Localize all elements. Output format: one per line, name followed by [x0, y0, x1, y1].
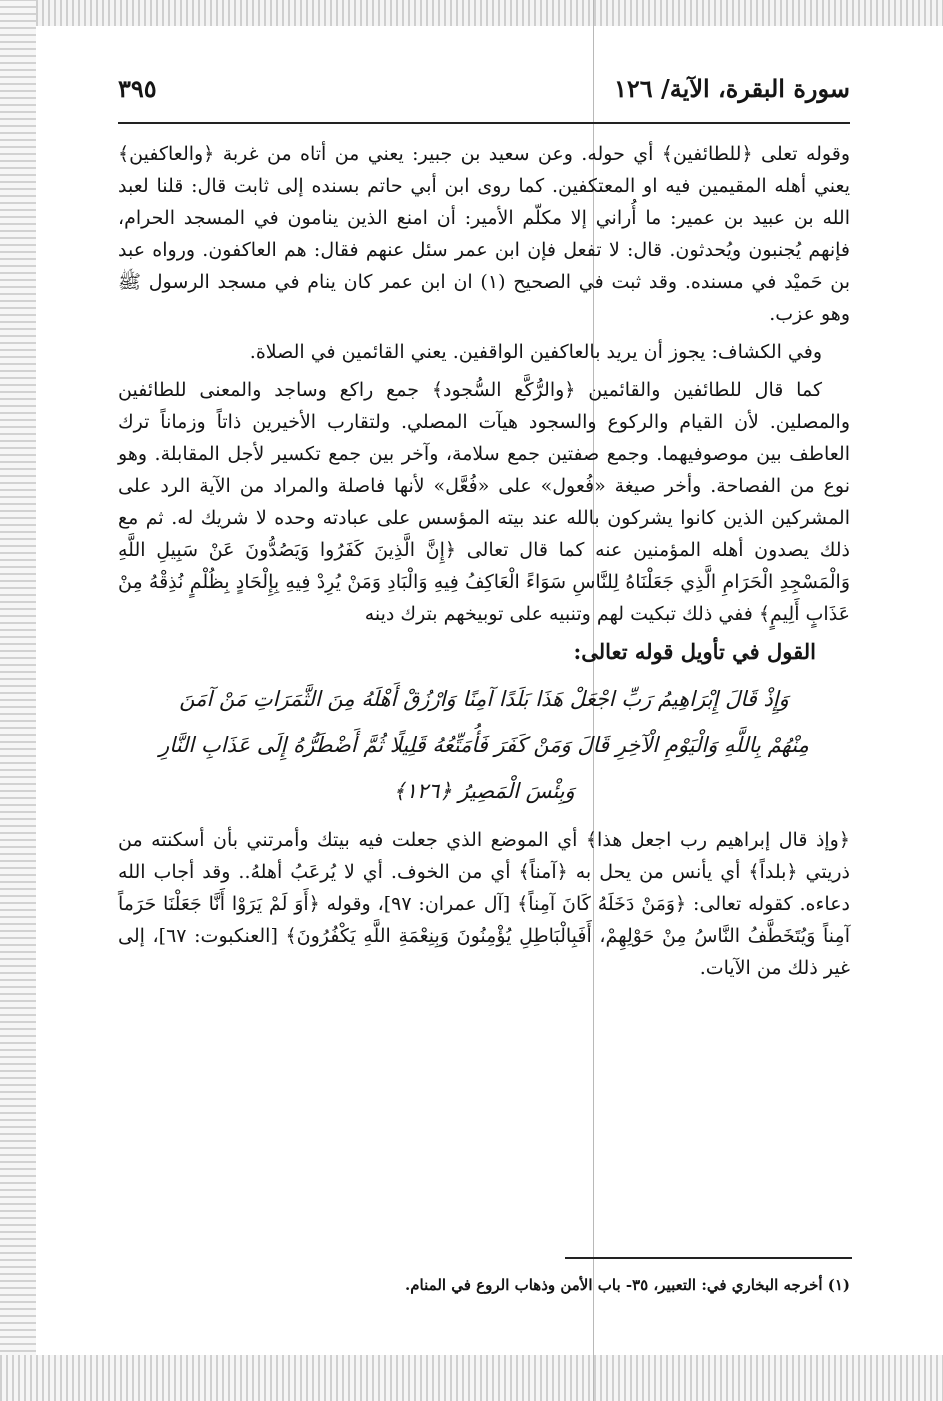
- footnote-rule: [565, 1257, 852, 1259]
- footnote: (١) أخرجه البخاري في: التعبير، ٣٥- باب الأمن وذهاب الروع في المنام.: [405, 1276, 850, 1294]
- quran-verse: وَإِذْ قَالَ إِبْرَاهِيمُ رَبِّ اجْعَلْ هَذَا بَلَدًا آمِنًا وَارْزُقْ أَهْلَهُ مِنَ الثَّمَرَاتِ مَنْ آمَنَ مِنْهُمْ بِاللَّهِ وَالْيَوْمِ الْآخِرِ قَالَ وَمَنْ كَفَرَ فَأُمَتِّعُهُ قَلِيلًا ثُمَّ أَضْطَرُّهُ إِلَى عَذَابِ النَّارِ وَبِئْسَ الْمَصِيرُ ﴿١٢٦﴾: [159, 687, 809, 803]
- page-number: ٣٩٥: [118, 74, 157, 103]
- paragraph-tafsir: ﴿وإذ قال إبراهيم رب اجعل هذا﴾ أي الموضع الذي جعلت فيه بيتك وأمرتني بأن أسكنته من ذريتي ﴿بلداً﴾ أي يأنس من يحل به ﴿آمناً﴾ أي من الخوف. أي لا يُرعَبُ أهلهُ.. وقد أجاب الله دعاءه. كقوله تعالى: ﴿وَمَنْ دَخَلَهُ كَانَ آمِناً﴾ [آل عمران: ٩٧]، وقوله ﴿أَوَ لَمْ يَرَوْا أَنَّا جَعَلْنَا حَرَماً آمِناً وَيُتَخَطَّفُ النَّاسُ مِنْ حَوْلِهِمْ، أَفَبِالْبَاطِلِ يُؤْمِنُونَ وَبِنِعْمَةِ اللَّهِ يَكْفُرُونَ﴾ [العنكبوت: ٦٧]، إلى غير ذلك من الآيات.: [118, 829, 850, 979]
- paragraph-kashshaf: وفي الكشاف: يجوز أن يريد بالعاكفين الواقفين. يعني القائمين في الصلاة.: [249, 341, 822, 363]
- paragraph-rukka: كما قال للطائفين والقائمين ﴿والرُّكَّع السُّجود﴾ جمع راكع وساجد والمعنى للطائفين والمصلين. لأن القيام والركوع والسجود هيآت المصلي. ولتقارب الأخيرين ذاتاً وزماناً ترك العاطف بين موصوفيهما. وجمع صفتين جمع سلامة، وآخر بين جمع تكسير لأجل المقابلة. وهو نوع من الفصاحة. وأخر صيغة «فُعول» على «فُعَّل» لأنها فاصلة والمراد من الآية الرد على المشركين الذين كانوا يشركون بالله عند بيته المؤسس على عبادته وحده لا شريك له. ثم مع ذلك يصدون أهله المؤمنين عنه كما قال تعالى ﴿إِنَّ الَّذِينَ كَفَرُوا وَيَصُدُّونَ عَنْ سَبِيلِ اللَّهِ وَالْمَسْجِدِ الْحَرَامِ الَّذِي جَعَلْنَاهُ لِلنَّاسِ سَوَاءً الْعَاكِفُ فِيهِ وَالْبَادِ وَمَنْ يُرِدْ فِيهِ بِإِلْحَادٍ بِظُلْمٍ نُذِقْهُ مِنْ عَذَابٍ أَلِيمٍ﴾ ففي ذلك تبكيت لهم وتنبيه على توبيخهم بترك دينه: [118, 379, 850, 625]
- section-heading: القول في تأويل قوله تعالى:: [573, 639, 816, 664]
- page-header: [118, 74, 850, 118]
- scan-border-left: [0, 0, 36, 1401]
- running-title: سورة البقرة، الآية/ ١٢٦: [613, 74, 850, 103]
- scan-border-top: [0, 0, 943, 26]
- scan-border-bottom: [0, 1355, 943, 1401]
- main-text: [118, 138, 850, 990]
- header-rule: [118, 122, 850, 124]
- paragraph-tawaf: وقوله تعلى ﴿للطائفين﴾ أي حوله. وعن سعيد بن جبير: يعني من أتاه من غربة ﴿والعاكفين﴾ يعني أهله المقيمين فيه او المعتكفين. كما روى ابن أبي حاتم بسنده إلى ثابت قال: قلنا لعبد الله بن عبيد بن عمير: ما أُراني إلا مكلّم الأمير: أن امنع الذين ينامون في المسجد الحرام، فإنهم يُجنبون ويُحدثون. قال: لا تفعل فإن ابن عمر سئل عنهم فقال: هم العاكفون. ورواه عبد بن حَميْد في مسنده. وقد ثبت في الصحيح (١) ان ابن عمر كان ينام في مسجد الرسول ﷺ وهو عزب.: [118, 143, 850, 325]
